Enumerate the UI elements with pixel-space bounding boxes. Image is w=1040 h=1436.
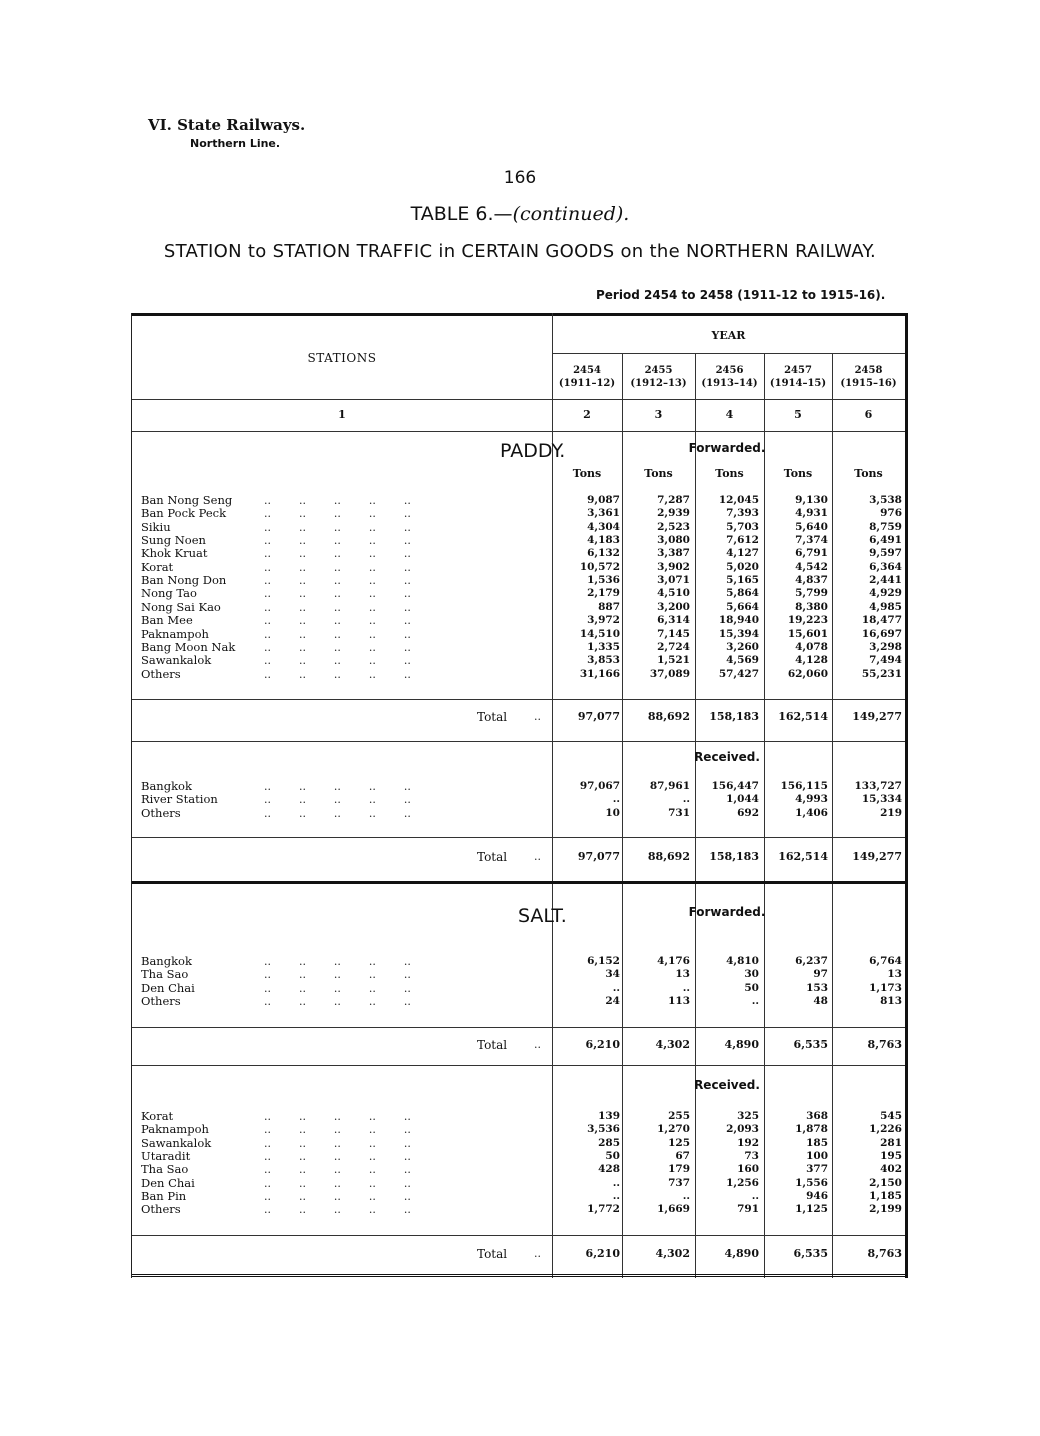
cell-value: 7,374 <box>795 534 828 547</box>
cell-value: 3,361 <box>587 507 620 520</box>
cell-value: .. <box>751 1190 759 1203</box>
cell-value: 6,132 <box>587 547 620 560</box>
leader-dots: .. .. .. .. .. <box>264 507 411 521</box>
leader-dots: .. .. .. .. .. <box>264 1190 411 1204</box>
cell-value: 160 <box>737 1163 759 1176</box>
cell-value: 87,961 <box>649 780 690 792</box>
unit-label: Tons <box>715 467 744 480</box>
cell-value: 3,387 <box>657 547 690 560</box>
cell-value: 100 <box>806 1150 828 1163</box>
paddy-section-title: PADDY. <box>500 440 566 462</box>
cell-value: 4,304 <box>587 520 620 533</box>
station-name: Sawankalok <box>141 1135 212 1150</box>
cell-value: 5,020 <box>726 560 759 573</box>
station-name: Ban Mee <box>141 613 193 628</box>
station-name: Ban Nong Seng <box>141 493 233 507</box>
cell-value: 1,173 <box>869 981 902 994</box>
total-value: 8,763 <box>867 1247 902 1260</box>
cell-value: 10,572 <box>579 560 620 573</box>
cell-value: 2,724 <box>657 640 690 653</box>
section-rule <box>132 881 905 884</box>
cell-value: 4,837 <box>795 574 828 587</box>
cell-value: 813 <box>880 995 902 1008</box>
total-value: 158,183 <box>709 710 759 723</box>
cell-value: 8,380 <box>795 600 828 613</box>
cell-value: 1,669 <box>657 1203 690 1216</box>
station-name: Paknampoh <box>141 1122 209 1137</box>
traffic-table <box>131 313 908 1278</box>
unit-label: Tons <box>572 467 602 480</box>
station-name: Ban Pock Peck <box>141 506 227 521</box>
cell-value: 6,152 <box>587 955 620 967</box>
total-value: 149,277 <box>852 850 902 863</box>
column-number-4: 4 <box>725 408 734 421</box>
cell-value: 428 <box>598 1163 620 1176</box>
cell-value: 139 <box>598 1110 620 1122</box>
station-name: Tha Sao <box>141 967 189 982</box>
cell-value: 9,597 <box>869 547 902 560</box>
salt-received-label: Received. <box>694 1078 760 1092</box>
column-divider <box>764 353 765 1278</box>
cell-value: 5,165 <box>726 574 759 587</box>
cell-value: 113 <box>668 995 690 1008</box>
bottom-rule <box>132 1274 905 1277</box>
cell-value: 50 <box>744 981 759 994</box>
leader-dots: .. .. .. .. .. <box>264 600 411 614</box>
cell-value: 9,130 <box>795 494 828 506</box>
leader-dots: .. .. .. .. .. <box>264 806 411 820</box>
cell-value: 12,045 <box>718 494 759 506</box>
cell-value: 1,125 <box>795 1203 828 1216</box>
cell-value: 7,494 <box>869 654 902 667</box>
leader-dots: .. .. .. .. .. <box>264 1123 411 1137</box>
cell-value: 5,703 <box>726 520 759 533</box>
total-label: Total <box>477 1247 508 1261</box>
cell-value: 179 <box>668 1163 690 1176</box>
cell-value: 1,270 <box>657 1123 690 1136</box>
cell-value: 30 <box>744 968 759 981</box>
cell-value: 219 <box>880 806 902 819</box>
station-name: Bang Moon Nak <box>141 639 236 654</box>
cell-value: 2,441 <box>869 574 902 587</box>
total-value: 97,077 <box>577 710 620 723</box>
station-name: Korat <box>141 559 174 574</box>
leader-dots: .. .. .. .. .. <box>264 614 411 628</box>
cell-value: 18,477 <box>861 614 902 627</box>
cell-value: 3,902 <box>657 560 690 573</box>
cell-value: 887 <box>598 600 620 613</box>
year-label-2456: 2456 <box>715 365 744 376</box>
cell-value: .. <box>612 793 620 806</box>
cell-value: 5,640 <box>795 520 828 533</box>
cell-value: 6,764 <box>869 955 902 967</box>
cell-value: 3,200 <box>657 600 690 613</box>
leader-dots: .. .. .. .. .. <box>264 1203 411 1217</box>
station-name: Utaradit <box>141 1149 191 1164</box>
cell-value: 1,556 <box>795 1176 828 1189</box>
table-label <box>0 203 1040 225</box>
leader-dots: .. .. .. .. .. <box>264 1110 411 1123</box>
leader-dots: .. <box>534 1038 541 1051</box>
cell-value: 14,510 <box>579 627 620 640</box>
total-value: 8,763 <box>867 1038 902 1051</box>
cell-value: 3,972 <box>587 614 620 627</box>
cell-value: 3,260 <box>726 640 759 653</box>
cell-value: 1,406 <box>795 806 828 819</box>
cell-value: 2,093 <box>726 1123 759 1136</box>
total-value: 97,077 <box>577 850 620 863</box>
cell-value: 4,810 <box>726 955 759 967</box>
leader-dots: .. .. .. .. .. <box>264 520 411 534</box>
unit-label: Tons <box>854 467 883 480</box>
rule <box>132 699 905 700</box>
column-number-3: 3 <box>654 408 663 421</box>
rule <box>132 837 905 838</box>
cell-value: 195 <box>880 1150 902 1163</box>
column-number-5: 5 <box>794 408 802 421</box>
leader-dots: .. .. .. .. .. <box>264 955 411 968</box>
cell-value: 13 <box>675 968 690 981</box>
salt-section-title: SALT. <box>518 905 567 927</box>
cell-value: 285 <box>598 1136 620 1149</box>
cell-value: 4,993 <box>795 793 828 806</box>
cell-value: .. <box>612 1190 620 1203</box>
cell-value: 156,447 <box>711 780 759 792</box>
cell-value: 18,940 <box>718 614 759 627</box>
station-name: Nong Tao <box>141 586 197 601</box>
cell-value: 10 <box>605 806 620 819</box>
leader-dots: .. .. .. .. .. <box>264 534 411 548</box>
year-ce-2458: (1915–16) <box>840 378 897 389</box>
cell-value: 3,071 <box>657 574 690 587</box>
cell-value: 7,145 <box>657 627 690 640</box>
cell-value: 1,256 <box>726 1176 759 1189</box>
cell-value: 7,393 <box>726 507 759 520</box>
leader-dots: .. .. .. .. .. <box>264 547 411 561</box>
station-name: Khok Kruat <box>141 546 208 561</box>
total-label: Total <box>477 850 508 864</box>
station-name: River Station <box>141 792 218 807</box>
leader-dots: .. .. .. .. .. <box>264 560 411 574</box>
cell-value: 24 <box>605 995 620 1008</box>
leader-dots: .. .. .. .. .. <box>264 574 411 588</box>
year-header: YEAR <box>711 329 746 342</box>
cell-value: 15,394 <box>718 627 759 640</box>
total-value: 6,535 <box>793 1247 828 1260</box>
leader-dots: .. .. .. .. .. <box>264 1136 411 1150</box>
cell-value: 6,314 <box>657 614 690 627</box>
cell-value: 692 <box>737 806 759 819</box>
cell-value: 1,878 <box>795 1123 828 1136</box>
cell-value: 2,199 <box>869 1203 902 1216</box>
cell-value: 6,237 <box>795 955 828 967</box>
cell-value: 2,939 <box>657 507 690 520</box>
cell-value: 368 <box>806 1110 828 1122</box>
leader-dots: .. .. .. .. .. <box>264 627 411 641</box>
column-number-6: 6 <box>864 408 873 421</box>
cell-value: 37,089 <box>649 667 690 680</box>
cell-value: 3,538 <box>869 494 902 506</box>
cell-value: 50 <box>605 1150 620 1163</box>
leader-dots: .. .. .. .. .. <box>264 1163 411 1177</box>
cell-value: 255 <box>668 1110 690 1122</box>
salt-forwarded-label: Forwarded. <box>688 905 766 919</box>
cell-value: 7,287 <box>657 494 690 506</box>
leader-dots: .. <box>534 710 541 723</box>
total-value: 6,210 <box>585 1038 620 1051</box>
cell-value: 4,569 <box>726 654 759 667</box>
station-name: Nong Sai Kao <box>141 599 221 614</box>
cell-value: 9,087 <box>587 494 620 506</box>
total-value: 4,890 <box>724 1038 759 1051</box>
station-name: Others <box>141 666 181 681</box>
cell-value: 57,427 <box>718 667 759 680</box>
cell-value: 34 <box>605 968 620 981</box>
cell-value: .. <box>612 981 620 994</box>
cell-value: 1,226 <box>869 1123 902 1136</box>
cell-value: 6,491 <box>869 534 902 547</box>
cell-value: 281 <box>880 1136 902 1149</box>
cell-value: 156,115 <box>780 780 828 792</box>
cell-value: 185 <box>806 1136 828 1149</box>
total-value: 149,277 <box>852 710 902 723</box>
station-name: Sikiu <box>141 519 171 534</box>
table-label-continued: (continued). <box>512 203 630 225</box>
cell-value: 192 <box>737 1136 759 1149</box>
cell-value: 48 <box>813 995 828 1008</box>
cell-value: 545 <box>880 1110 902 1122</box>
cell-value: 153 <box>806 981 828 994</box>
cell-value: 4,542 <box>795 560 828 573</box>
cell-value: 377 <box>806 1163 828 1176</box>
station-name: Tha Sao <box>141 1162 189 1177</box>
year-ce-2457: (1914–15) <box>769 378 827 389</box>
cell-value: 4,929 <box>869 587 902 600</box>
cell-value: 3,080 <box>657 534 690 547</box>
cell-value: 3,853 <box>587 654 620 667</box>
cell-value: 62,060 <box>787 667 828 680</box>
table-title: STATION to STATION TRAFFIC in CERTAIN GOODS on the NORTHERN RAILWAY. <box>163 241 877 262</box>
column-divider <box>622 353 623 1278</box>
cell-value: 5,864 <box>726 587 759 600</box>
leader-dots: .. .. .. .. .. <box>264 640 411 654</box>
year-label-2458: 2458 <box>854 365 883 376</box>
station-name: Ban Nong Don <box>141 573 227 588</box>
cell-value: .. <box>612 1176 620 1189</box>
period-note: Period 2454 to 2458 (1911-12 to 1915-16). <box>596 288 886 302</box>
year-ce-2454: (1911–12) <box>558 378 616 389</box>
paddy-received-label: Received. <box>694 750 760 764</box>
rule <box>132 741 905 742</box>
cell-value: 15,334 <box>861 793 902 806</box>
rule <box>132 1065 905 1066</box>
stations-header: STATIONS <box>307 351 377 365</box>
leader-dots: .. .. .. .. .. <box>264 494 411 507</box>
cell-value: 4,985 <box>869 600 902 613</box>
cell-value: 731 <box>668 806 690 819</box>
leader-dots: .. .. .. .. .. <box>264 793 411 807</box>
total-value: 162,514 <box>778 710 828 723</box>
leader-dots: .. <box>534 850 541 863</box>
unit-label: Tons <box>783 467 813 480</box>
total-value: 162,514 <box>778 850 828 863</box>
leader-dots: .. .. .. .. .. <box>264 968 411 982</box>
total-label: Total <box>477 1038 508 1052</box>
section-subheading: Northern Line. <box>190 137 281 150</box>
cell-value: 133,727 <box>854 780 902 792</box>
rule <box>132 1235 905 1236</box>
total-label: Total <box>477 710 508 724</box>
cell-value: 4,127 <box>726 547 759 560</box>
table-label-text: TABLE 6.— <box>410 203 513 225</box>
cell-value: 16,697 <box>861 627 902 640</box>
cell-value: 19,223 <box>787 614 828 627</box>
cell-value: 402 <box>880 1163 902 1176</box>
cell-value: 4,176 <box>657 955 690 967</box>
cell-value: 8,759 <box>869 520 902 533</box>
cell-value: 3,536 <box>587 1123 620 1136</box>
cell-value: 4,183 <box>587 534 620 547</box>
total-value: 6,535 <box>793 1038 828 1051</box>
leader-dots: .. <box>534 1247 541 1260</box>
station-name: Others <box>141 805 181 820</box>
year-label-2454: 2454 <box>573 365 601 376</box>
cell-value: 791 <box>737 1203 759 1216</box>
cell-value: 73 <box>744 1150 759 1163</box>
cell-value: 1,185 <box>869 1190 902 1203</box>
station-name: Sawankalok <box>141 653 212 668</box>
station-name: Others <box>141 1202 181 1217</box>
leader-dots: .. .. .. .. .. <box>264 654 411 668</box>
station-name: Bangkok <box>141 954 192 968</box>
cell-value: 3,298 <box>869 640 902 653</box>
cell-value: 2,523 <box>657 520 690 533</box>
total-value: 6,210 <box>585 1247 620 1260</box>
cell-value: 31,166 <box>579 667 620 680</box>
station-name: Korat <box>141 1109 174 1123</box>
cell-value: 1,772 <box>587 1203 620 1216</box>
cell-value: 1,521 <box>657 654 690 667</box>
cell-value: 4,510 <box>657 587 690 600</box>
cell-value: 6,791 <box>795 547 828 560</box>
cell-value: 5,664 <box>726 600 759 613</box>
cell-value: 7,612 <box>726 534 759 547</box>
column-divider <box>695 353 696 1278</box>
cell-value: 2,150 <box>869 1176 902 1189</box>
station-name: Paknampoh <box>141 626 209 641</box>
cell-value: 97,067 <box>579 780 620 792</box>
cell-value: .. <box>682 981 690 994</box>
cell-value: 15,601 <box>787 627 828 640</box>
cell-value: 67 <box>675 1150 690 1163</box>
year-ce-2456: (1913–14) <box>701 378 758 389</box>
unit-label: Tons <box>644 467 673 480</box>
column-divider <box>832 353 833 1278</box>
total-value: 4,302 <box>655 1247 690 1260</box>
cell-value: 13 <box>887 968 902 981</box>
leader-dots: .. .. .. .. .. <box>264 1150 411 1164</box>
section-heading: VI. State Railways. <box>148 116 306 134</box>
station-name: Den Chai <box>141 980 195 995</box>
total-value: 4,302 <box>655 1038 690 1051</box>
cell-value: 976 <box>880 507 902 520</box>
cell-value: 4,128 <box>795 654 828 667</box>
cell-value: 2,179 <box>587 587 620 600</box>
cell-value: 1,335 <box>587 640 620 653</box>
station-name: Ban Pin <box>141 1189 187 1204</box>
leader-dots: .. .. .. .. .. <box>264 780 411 793</box>
cell-value: 55,231 <box>861 667 902 680</box>
leader-dots: .. .. .. .. .. <box>264 981 411 995</box>
total-value: 158,183 <box>709 850 759 863</box>
leader-dots: .. .. .. .. .. <box>264 587 411 601</box>
cell-value: 4,078 <box>795 640 828 653</box>
total-value: 4,890 <box>724 1247 759 1260</box>
year-ce-2455: (1912–13) <box>630 378 687 389</box>
cell-value: 946 <box>806 1190 828 1203</box>
column-number-1: 1 <box>338 408 346 421</box>
paddy-forwarded-label: Forwarded. <box>688 441 766 455</box>
leader-dots: .. .. .. .. .. <box>264 1176 411 1190</box>
cell-value: 97 <box>813 968 828 981</box>
station-name: Den Chai <box>141 1175 195 1190</box>
year-label-2455: 2455 <box>644 365 673 376</box>
cell-value: .. <box>751 995 759 1008</box>
column-number-2: 2 <box>583 408 591 421</box>
leader-dots: .. .. .. .. .. <box>264 995 411 1009</box>
cell-value: 6,364 <box>869 560 902 573</box>
station-name: Bangkok <box>141 779 192 793</box>
page-number: 166 <box>503 168 537 188</box>
cell-value: 125 <box>668 1136 690 1149</box>
cell-value: 325 <box>737 1110 759 1122</box>
cell-value: 737 <box>668 1176 690 1189</box>
station-name: Sung Noen <box>141 533 206 548</box>
cell-value: 4,931 <box>795 507 828 520</box>
leader-dots: .. .. .. .. .. <box>264 667 411 681</box>
cell-value: 1,044 <box>726 793 759 806</box>
year-label-2457: 2457 <box>784 365 812 376</box>
total-value: 88,692 <box>647 850 690 863</box>
total-value: 88,692 <box>647 710 690 723</box>
station-name: Others <box>141 994 181 1009</box>
cell-value: .. <box>682 1190 690 1203</box>
cell-value: 1,536 <box>587 574 620 587</box>
cell-value: 5,799 <box>795 587 828 600</box>
rule <box>132 1027 905 1028</box>
cell-value: .. <box>682 793 690 806</box>
